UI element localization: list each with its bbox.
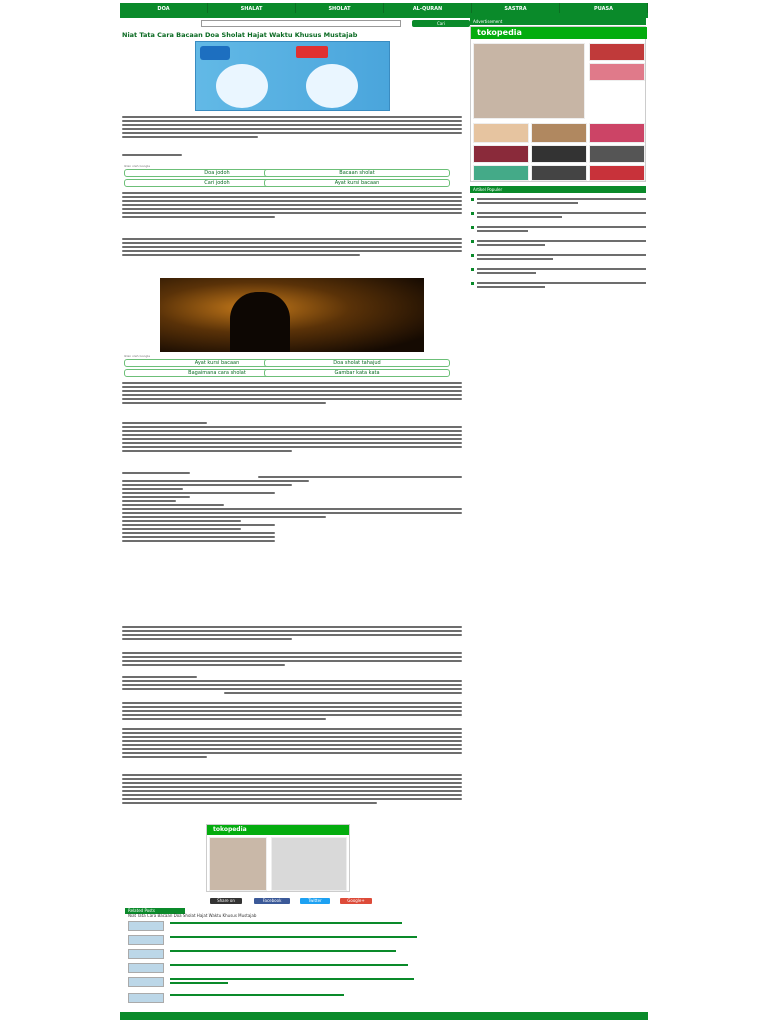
tokopedia-ad-inline[interactable] <box>206 824 350 892</box>
article-paragraph <box>122 114 462 140</box>
ad-product-image <box>531 123 587 143</box>
related-title[interactable] <box>170 920 460 924</box>
ad-product-image <box>473 165 529 181</box>
related-thumb <box>128 949 164 959</box>
related-title[interactable] <box>170 948 460 952</box>
banner-brand-logo <box>296 46 328 58</box>
praying-figure <box>230 292 290 352</box>
ads-by-google: Iklan oleh Google <box>124 164 151 168</box>
related-title[interactable] <box>170 934 460 938</box>
nav-item-sastra[interactable]: SASTRA <box>472 3 560 15</box>
ad-product-image <box>271 837 347 891</box>
banner-badge-left <box>216 64 268 108</box>
article-paragraph <box>122 420 462 454</box>
ad-link-button[interactable]: Ayat kursi bacaan <box>264 179 450 187</box>
ad-link-button[interactable]: Bagaimana cara sholat <box>124 369 310 377</box>
ad-product-image <box>473 123 529 143</box>
related-post[interactable] <box>128 976 458 988</box>
search-button[interactable]: Cari <box>412 20 470 27</box>
nav-item-shalat[interactable]: SHALAT <box>208 3 296 15</box>
ad-product-image <box>589 43 645 61</box>
nav-item-doa[interactable]: DOA <box>120 3 208 15</box>
share-twitter-button[interactable]: Twitter <box>300 898 330 904</box>
ad-product-image <box>531 145 587 163</box>
related-post[interactable] <box>128 948 458 960</box>
article-paragraph <box>122 726 462 760</box>
article-paragraph <box>122 650 462 668</box>
related-thumb <box>128 993 164 1003</box>
related-thumb <box>128 935 164 945</box>
related-thumb <box>128 921 164 931</box>
ads-by-google: Iklan oleh Google <box>124 354 151 358</box>
search-input[interactable] <box>201 20 401 27</box>
tokopedia-logo: tokopedia <box>471 27 647 39</box>
ad-product-image <box>589 165 645 181</box>
popular-article-link[interactable] <box>470 224 646 232</box>
ad-link-button[interactable]: Bacaan sholat <box>264 169 450 177</box>
ad-link-button[interactable]: Doa sholat tahajud <box>264 359 450 367</box>
article-paragraph <box>122 190 462 220</box>
nav-item-alquran[interactable]: AL-QURAN <box>384 3 472 15</box>
share-facebook-button[interactable]: Facebook <box>254 898 290 904</box>
popular-article-link[interactable] <box>470 266 646 274</box>
ad-product-image <box>473 145 529 163</box>
nav-item-sholat[interactable]: SHOLAT <box>296 3 384 15</box>
popular-article-link[interactable] <box>470 238 646 246</box>
related-title[interactable] <box>170 992 460 996</box>
tokopedia-logo: tokopedia <box>207 825 349 835</box>
ad-product-image <box>209 837 267 891</box>
nav-item-puasa[interactable]: PUASA <box>560 3 648 15</box>
popular-article-link[interactable] <box>470 196 646 204</box>
related-post[interactable] <box>128 934 458 946</box>
article-subheading <box>122 152 182 158</box>
ad-product-image <box>589 63 645 81</box>
arabic-text <box>122 674 462 696</box>
ad-link-button[interactable]: Gambar kata kata <box>264 369 450 377</box>
article-title: Niat Tata Cara Bacaan Doa Sholat Hajat Waktu Khusus Mustajab <box>122 31 358 39</box>
article-paragraph <box>122 470 462 544</box>
related-posts-label: Related Posts <box>125 908 185 914</box>
related-title[interactable] <box>170 962 460 966</box>
ad-product-image <box>473 43 585 119</box>
share-google-button[interactable]: Google+ <box>340 898 372 904</box>
ad-product-image <box>531 165 587 181</box>
related-post[interactable] <box>128 962 458 974</box>
popular-article-link[interactable] <box>470 280 646 288</box>
popular-articles-label: Artikel Populer <box>470 186 646 193</box>
related-post[interactable] <box>128 920 458 932</box>
related-thumb <box>128 977 164 987</box>
article-paragraph <box>122 380 462 406</box>
share-label: Share on <box>210 898 242 904</box>
prayer-image <box>160 278 424 352</box>
ad-link-button[interactable]: Ayat kursi bacaan <box>124 359 310 367</box>
popular-article-link[interactable] <box>470 252 646 260</box>
article-paragraph <box>122 236 462 258</box>
article-paragraph <box>122 772 462 806</box>
related-post[interactable] <box>128 992 458 1004</box>
ad-product-image <box>589 123 645 143</box>
related-current-title: Niat Tata Cara Bacaan Doa Sholat Hajat Waktu Khusus Mustajab <box>128 913 257 918</box>
promo-banner[interactable] <box>195 41 390 111</box>
popular-article-link[interactable] <box>470 210 646 218</box>
related-thumb <box>128 963 164 973</box>
ad-link-button[interactable]: Cari jodoh <box>124 179 310 187</box>
footer <box>120 1012 648 1020</box>
ad-product-image <box>589 145 645 163</box>
related-title[interactable] <box>170 976 460 984</box>
banner-logo <box>200 46 230 60</box>
article-paragraph <box>122 624 462 642</box>
article-paragraph <box>122 700 462 722</box>
ad-link-button[interactable]: Doa jodoh <box>124 169 310 177</box>
tokopedia-ad[interactable] <box>470 26 646 182</box>
sidebar-ad-label: Advertisement <box>470 18 646 25</box>
banner-badge-right <box>306 64 358 108</box>
